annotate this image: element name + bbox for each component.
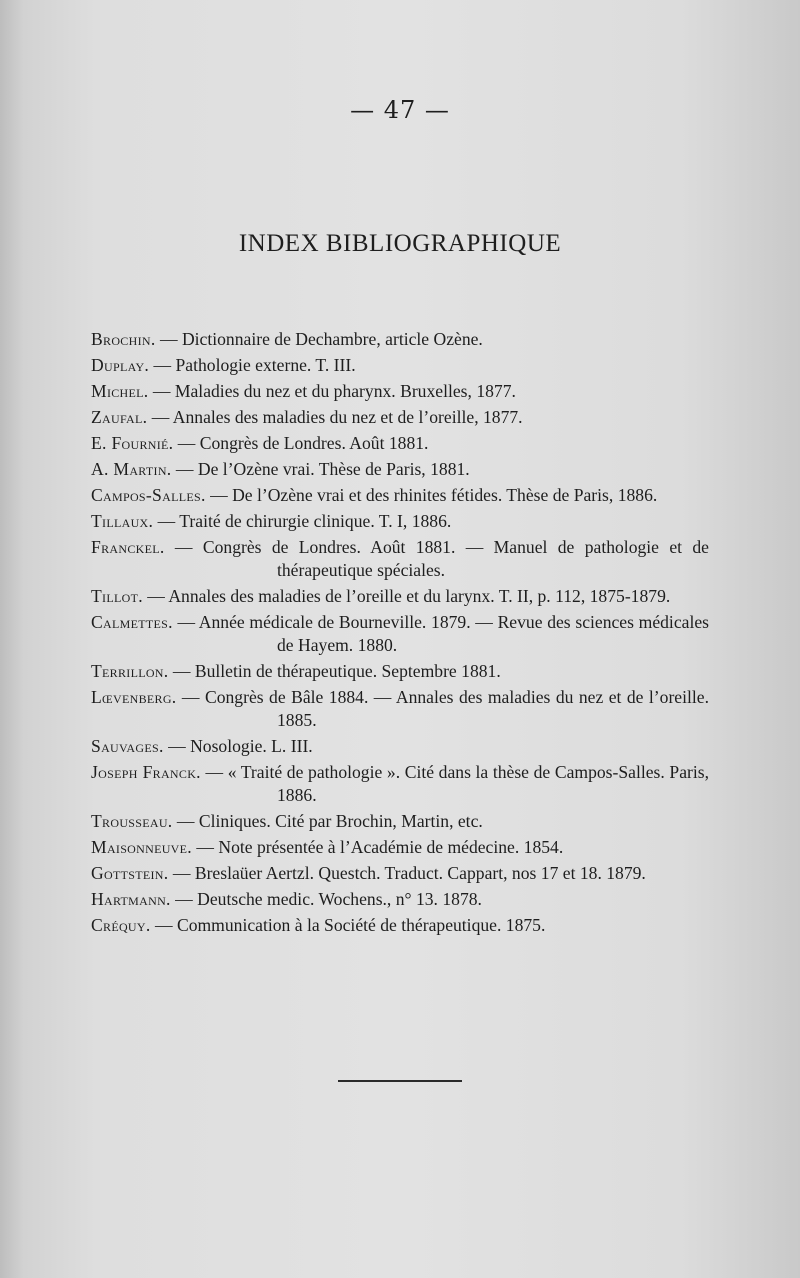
entry-author: Maisonneuve.: [91, 837, 192, 857]
entry-author: Franckel.: [91, 537, 165, 557]
entry-text: — Communication à la Société de thérapeutique. 1875.: [150, 915, 546, 935]
bibliography-list: [91, 328, 709, 940]
entry-author: Tillaux.: [91, 511, 154, 531]
page-title: INDEX BIBLIOGRAPHIQUE: [238, 230, 562, 257]
bibliography-entry: [91, 484, 709, 507]
entry-text: — Breslaüer Aertzl. Questch. Traduct. Cappart, nos 17 et 18. 1879.: [168, 863, 646, 883]
bibliography-entry: [91, 510, 709, 533]
entry-text: — Cliniques. Cité par Brochin, Martin, etc.: [172, 811, 483, 831]
entry-text: — Dictionnaire de Dechambre, article Ozène.: [155, 329, 483, 349]
entry-text: — De l’Ozène vrai. Thèse de Paris, 1881.: [171, 459, 470, 479]
entry-text: — Note présentée à l’Académie de médecine. 1854.: [191, 837, 564, 857]
entry-author: Gottstein.: [91, 863, 169, 883]
bibliography-entry: [91, 810, 709, 833]
bibliography-entry: [91, 458, 709, 481]
closing-rule: [338, 1080, 462, 1082]
entry-author: Calmettes.: [91, 612, 173, 632]
bibliography-entry: [91, 862, 709, 885]
entry-text: — Congrès de Bâle 1884. — Annales des maladies du nez et de l’oreille. 1885.: [176, 687, 709, 730]
entry-author: Trousseau.: [91, 811, 173, 831]
entry-text: — Nosologie. L. III.: [163, 736, 313, 756]
entry-author: Créquy.: [91, 915, 151, 935]
entry-text: — « Traité de pathologie ». Cité dans la thèse de Campos-Salles. Paris, 1886.: [200, 762, 709, 805]
bibliography-entry: [91, 611, 709, 657]
entry-author: Michel.: [91, 381, 149, 401]
entry-author: Terrillon.: [91, 661, 169, 681]
bibliography-entry: [91, 836, 709, 859]
bibliography-entry: [91, 380, 709, 403]
entry-author: Campos-Salles.: [91, 485, 206, 505]
entry-text: — Deutsche medic. Wochens., n° 13. 1878.: [170, 889, 482, 909]
entry-author: E. Fournié.: [91, 433, 174, 453]
entry-text: — Pathologie externe. T. III.: [149, 355, 356, 375]
entry-author: Joseph Franck.: [91, 762, 201, 782]
entry-author: Zaufal.: [91, 407, 148, 427]
bibliography-entry: [91, 735, 709, 758]
entry-author: Brochin.: [91, 329, 156, 349]
entry-text: — Congrès de Londres. Août 1881.: [173, 433, 429, 453]
entry-text: — Maladies du nez et du pharynx. Bruxelles, 1877.: [148, 381, 516, 401]
bibliography-entry: [91, 354, 709, 377]
entry-text: — Bulletin de thérapeutique. Septembre 1881.: [168, 661, 501, 681]
entry-author: Tillot.: [91, 586, 143, 606]
bibliography-entry: [91, 914, 709, 937]
entry-author: A. Martin.: [91, 459, 172, 479]
entry-text: — Année médicale de Bourneville. 1879. — Revue des sciences médicales de Hayem. 1880.: [172, 612, 709, 655]
entry-author: Lœvenberg.: [91, 687, 177, 707]
page-number: — 47 —: [350, 96, 450, 124]
entry-text: — De l’Ozène vrai et des rhinites fétides. Thèse de Paris, 1886.: [205, 485, 658, 505]
entry-text: — Annales des maladies de l’oreille et du larynx. T. II, p. 112, 1875-1879.: [142, 586, 671, 606]
entry-author: Duplay.: [91, 355, 150, 375]
bibliography-entry: [91, 761, 709, 807]
bibliography-entry: [91, 536, 709, 582]
entry-text: — Annales des maladies du nez et de l’oreille, 1877.: [147, 407, 523, 427]
bibliography-entry: [91, 660, 709, 683]
entry-author: Hartmann.: [91, 889, 171, 909]
bibliography-entry: [91, 328, 709, 351]
bibliography-entry: [91, 585, 709, 608]
bibliography-entry: [91, 686, 709, 732]
bibliography-entry: [91, 888, 709, 911]
entry-text: — Traité de chirurgie clinique. T. I, 1886.: [153, 511, 452, 531]
entry-text: — Congrès de Londres. Août 1881. — Manuel de pathologie et de thérapeutique spéciales.: [164, 537, 709, 580]
bibliography-entry: [91, 406, 709, 429]
entry-author: Sauvages.: [91, 736, 164, 756]
bibliography-entry: [91, 432, 709, 455]
